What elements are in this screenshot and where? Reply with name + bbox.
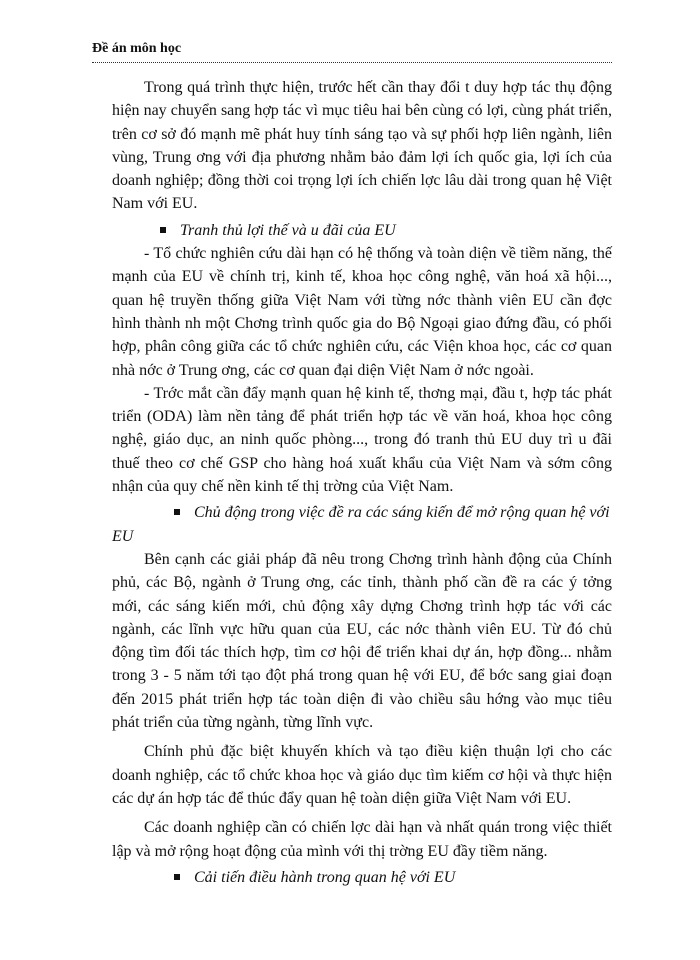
square-bullet-icon [174, 874, 180, 880]
paragraph-economic: - Trớc mắt cần đẩy mạnh quan hệ kinh tế, thơng mại, đầu t, hợp tác phát triển (ODA) làm nền tảng để phát triển hợp tác về văn hoá, khoa học công nghệ, giáo dục, an ninh quốc phòng..., trong đó tranh thủ EU duy trì u đãi thuế theo cơ chế GSP cho hàng hoá xuất khẩu của Việt Nam và sớm công nhận của quy chế nền kinh tế thị trờng của Việt Nam. [112, 384, 612, 496]
bullet-heading-1-text: Tranh thủ lợi thế và u đãi của EU [180, 221, 396, 239]
paragraph-government: Chính phủ đặc biệt khuyến khích và tạo điều kiện thuận lợi cho các doanh nghiệp, các tổ chức khoa học và giáo dục tìm kiếm cơ hội và thực hiện các dự án hợp tác để thúc đẩy quan hệ toàn diện giữa Việt Nam với EU. [112, 743, 612, 807]
document-body [112, 76, 612, 889]
paragraph-intro: Trong quá trình thực hiện, trước hết cần thay đổi t duy hợp tác thụ động hiện nay chuyển sang hợp tác vì mục tiêu hai bên cùng có lợi, cùng phát triển, trên cơ sở đó mạnh mẽ phát huy tính sáng tạo và sự phối hợp liên ngành, liên vùng, Trung ơng với địa phương nhằm bảo đảm lợi ích quốc gia, lợi ích của doanh nghiệp; đồng thời coi trọng lợi ích chiến lợc lâu dài trong quan hệ Việt Nam với EU. [112, 79, 612, 213]
bullet-heading-2-text: Chủ động trong việc đề ra các sáng kiến để mở rộng quan hệ với [194, 504, 610, 522]
page-header [92, 40, 612, 58]
header-divider [92, 62, 612, 63]
bullet-heading-2-continuation: EU [112, 527, 134, 545]
paragraph-initiatives: Bên cạnh các giải pháp đã nêu trong Chơng trình hành động của Chính phủ, các Bộ, ngành ở Trung ơng, các tỉnh, thành phố cần đề ra các ý tởng mới, các sáng kiến mới, chủ động xây dựng Chơng trình hợp tác với các ngành, các lĩnh vực hữu quan của EU, các nớc thành viên EU. Từ đó chủ động tìm đối tác thích hợp, tìm cơ hội để triển khai dự án, hợp đồng... nhằm trong 3 - 5 năm tới tạo đột phá trong quan hệ với EU, để bớc sang giai đoạn đến 2015 phát triển hợp tác toàn diện đi vào chiều sâu hớng vào mục tiêu phát triển của từng ngành, từng lĩnh vực. [112, 550, 612, 732]
square-bullet-icon [174, 509, 180, 515]
bullet-heading-2 [112, 501, 612, 548]
square-bullet-icon [160, 227, 166, 233]
bullet-heading-1 [112, 219, 612, 242]
header-title: Đề án môn học [92, 41, 182, 56]
bullet-heading-3-text: Cải tiến điều hành trong quan hệ với EU [194, 868, 456, 886]
paragraph-research: - Tổ chức nghiên cứu dài hạn có hệ thống và toàn diện về tiềm năng, thế mạnh của EU về chính trị, kinh tế, khoa học công nghệ, văn hoá xã hội..., quan hệ truyền thống giữa Việt Nam với từng nớc thành viên EU cần đợc hình thành nh một Chơng trình quốc gia do Bộ Ngoại giao đứng đầu, có phối hợp, phân công giữa các tổ chức nghiên cứu, các Viện khoa học, các cơ quan nhà nớc ở Trung ơng, các cơ quan đại diện Việt Nam ở nớc ngoài. [112, 245, 612, 379]
paragraph-enterprises: Các doanh nghiệp cần có chiến lợc dài hạn và nhất quán trong việc thiết lập và mở rộng hoạt động của mình với thị trờng EU đầy tiềm năng. [112, 819, 612, 860]
bullet-heading-3 [112, 866, 612, 889]
